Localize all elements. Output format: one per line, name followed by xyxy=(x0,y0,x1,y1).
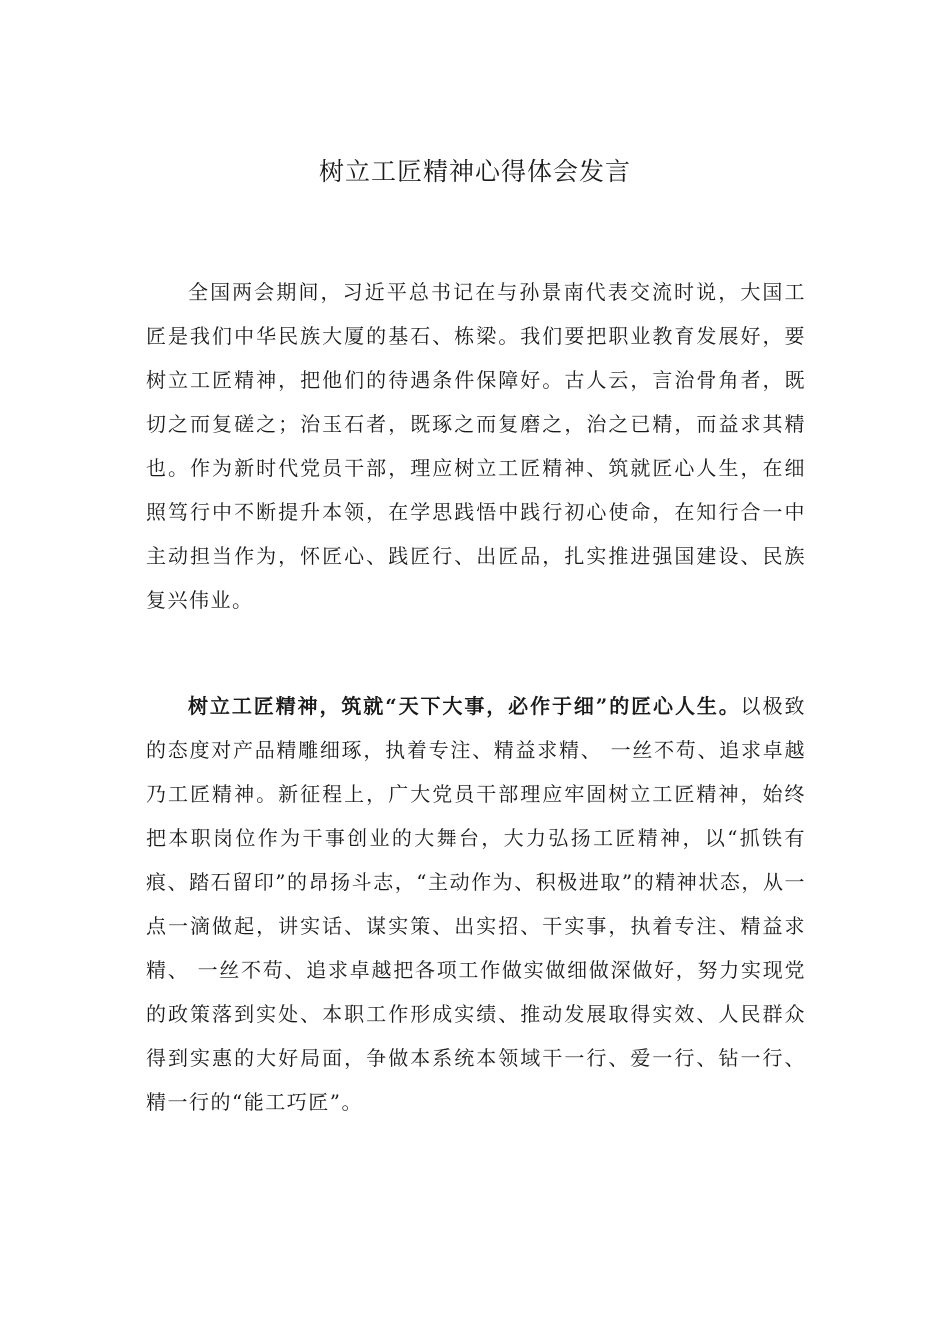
paragraph-intro-text: 全国两会期间，习近平总书记在与孙景南代表交流时说，大国工匠是我们中华民族大厦的基石、栋梁。我们要把职业教育发展好，要树立工匠精神，把他们的待遇条件保障好。古人云，言治骨角者，既切之而复磋之；治玉石者，既琢之而复磨之，治之已精，而益求其精也。作为新时代党员干部，理应树立工匠精神、筑就匠心人生，在细照笃行中不断提升本领，在学思践悟中践行初心使命，在知行合一中主动担当作为，怀匠心、践匠行、出匠品，扎实推进强国建设、民族复兴伟业。 xyxy=(146,280,806,612)
paragraph-lead-sentence: 树立工匠精神，筑就“天下大事，必作于细”的匠心人生。 xyxy=(188,694,741,718)
paragraph-craftsman-spirit xyxy=(146,684,806,1124)
document-title: 树立工匠精神心得体会发言 xyxy=(318,157,631,186)
paragraph-intro xyxy=(146,270,806,622)
paragraph-craftsman-spirit-text: 以极致的态度对产品精雕细琢，执着专注、精益求精、 一丝不苟、追求卓越乃工匠精神。新征程上，广大党员干部理应牢固树立工匠精神，始终把本职岗位作为干事创业的大舞台，大力弘扬工匠精神，以“抓铁有痕、踏石留印”的昂扬斗志，“主动作为、积极进取”的精神状态，从一点一滴做起，讲实话、谋实策、出实招、干实事，执着专注、精益求精、 一丝不苟、追求卓越把各项工作做实做细做深做好，努力实现党的政策落到实处、本职工作形成实绩、推动发展取得实效、人民群众得到实惠的大好局面，争做本系统本领域干一行、爱一行、钻一行、精一行的“能工巧匠”。 xyxy=(146,694,806,1114)
